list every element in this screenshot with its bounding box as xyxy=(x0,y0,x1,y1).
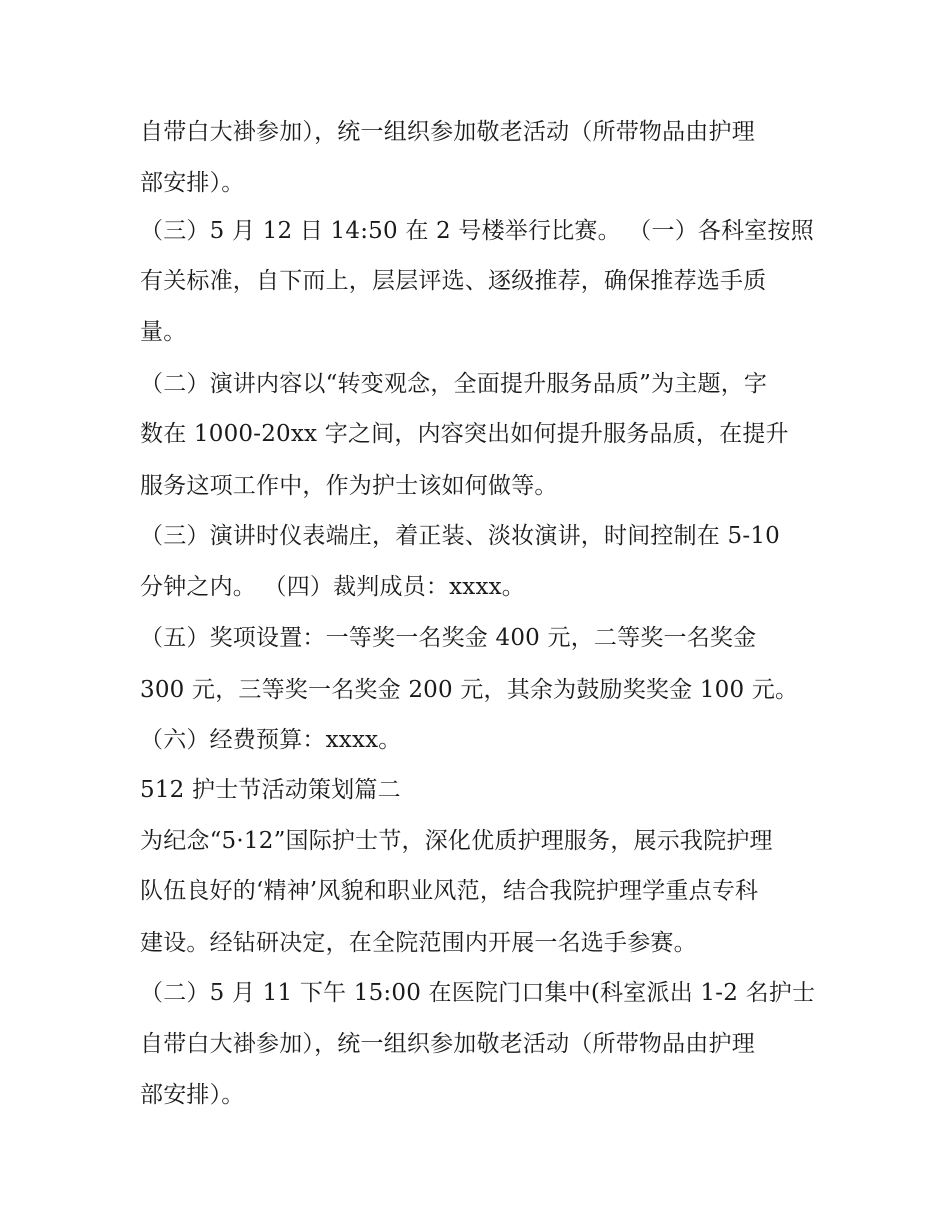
text-line: （六）经费预算：xxxx。 xyxy=(140,727,402,753)
text-line: 自带白大褂参加），统一组织参加敬老活动（所带物品由护理 xyxy=(140,1031,755,1057)
text-line: 有关标准，自下而上，层层评选、逐级推荐，确保推荐选手质 xyxy=(140,268,767,294)
text-line: 量。 xyxy=(140,319,187,345)
text-line: 部安排）。 xyxy=(140,1082,245,1108)
text-line: （二）演讲内容以“转变观念，全面提升服务品质”为主题，字 xyxy=(140,371,768,397)
text-line: 服务这项工作中，作为护士该如何做等。 xyxy=(140,473,558,499)
text-line: （二）5 月 11 下午 15:00 在医院门口集中(科室派出 1-2 名护士 xyxy=(140,980,816,1006)
text-line: 分钟之内。 （四）裁判成员：xxxx。 xyxy=(140,574,525,600)
text-line: 队伍良好的‘精神’风貌和职业风范，结合我院护理学重点专科 xyxy=(140,878,759,904)
text-line: 为纪念“5·12”国际护士节，深化优质护理服务，展示我院护理 xyxy=(140,828,773,854)
text-line: 建设。经钻研决定，在全院范围内开展一名选手参赛。 xyxy=(140,930,697,956)
text-line: 部安排）。 xyxy=(140,170,245,196)
text-line: （三）5 月 12 日 14:50 在 2 号楼举行比赛。 （一）各科室按照 xyxy=(140,218,814,244)
text-line: （五）奖项设置：一等奖一名奖金 400 元，二等奖一名奖金 xyxy=(140,625,757,651)
text-line: 数在 1000-20xx 字之间，内容突出如何提升服务品质，在提升 xyxy=(140,421,789,447)
text-line: 自带白大褂参加），统一组织参加敬老活动（所带物品由护理 xyxy=(140,119,755,145)
text-line: （三）演讲时仪表端庄，着正装、淡妆演讲，时间控制在 5-10 xyxy=(140,523,780,549)
section-heading: 512 护士节活动策划篇二 xyxy=(140,777,401,803)
text-line: 300 元，三等奖一名奖金 200 元，其余为鼓励奖奖金 100 元。 xyxy=(140,677,799,703)
